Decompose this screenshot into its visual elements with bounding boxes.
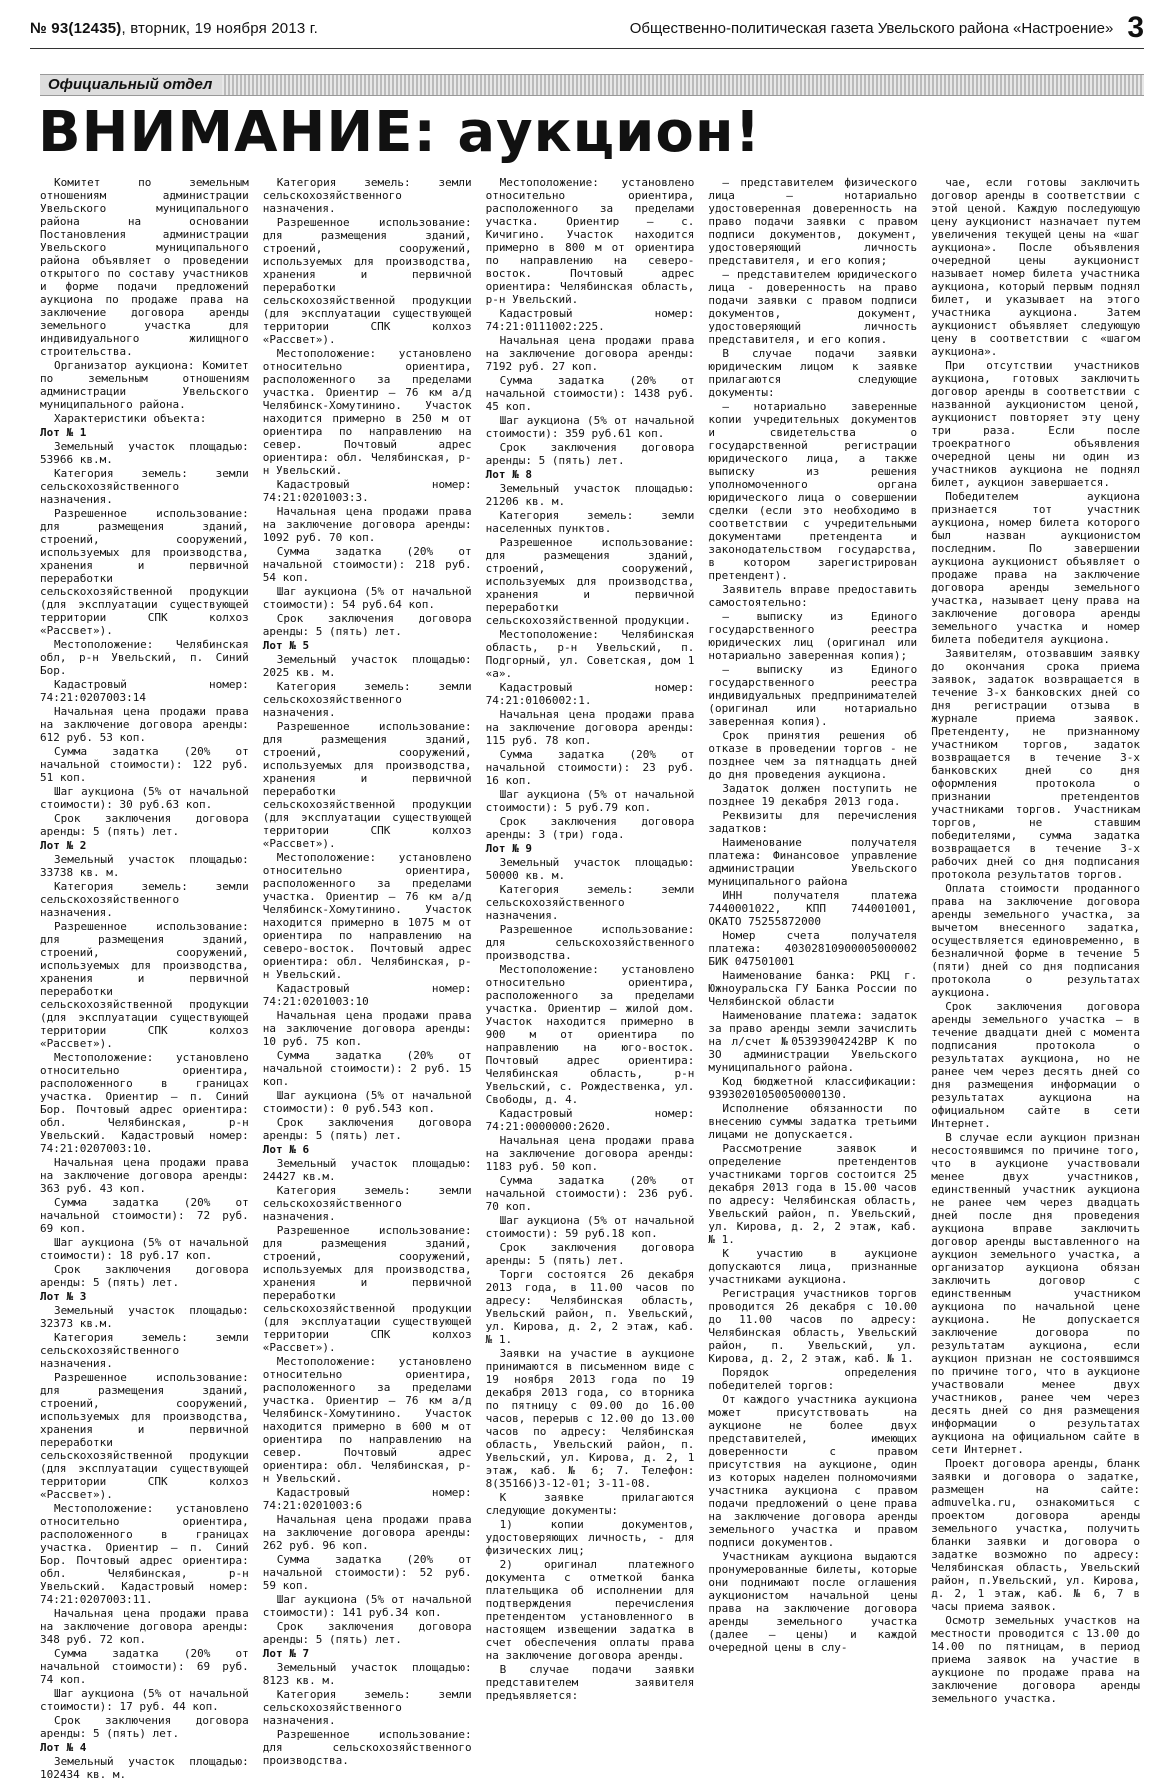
paragraph: Начальная цена продажи права на заключение договора аренды: 115 руб. 78 коп.: [485, 708, 695, 747]
paragraph: Сумма задатка (20% от начальной стоимости): 23 руб. 16 коп.: [485, 748, 695, 787]
paragraph: Категория земель: земли сельскохозяйственного назначения.: [40, 467, 249, 506]
paragraph: 1) копии документов, удостоверяющих личность, - для физических лиц;: [485, 1518, 695, 1557]
lot-heading: Лот № 5: [262, 639, 310, 652]
paragraph: – нотариально заверенные копии учредительных документов и свидетельства о государственной регистрации юридического лица, а также выписку из решения уполномоченного органа юридического лица о совершении сделки (если это необходимо в соответствии с учредительными документами претендента и законодательством государства, в котором зарегистрирован претендент).: [708, 400, 918, 582]
paragraph: Местоположение: установлено относительно ориентира, расположенного за пределами участка. Ориентир – 76 км а/д Челябинск-Хомутинино. Участок находится примерно в 600 м от ориентира по направлению на север. Почтовый адрес ориентира: обл. Челябинская, р-н Увельский.: [262, 1355, 472, 1485]
paragraph: Разрешенное использование: для размещения зданий, строений, сооружений, используемых для производства, хранения и первичной переработки сельскохозяйственной продукции (для эксплуатации существующей территории СПК колхоз «Рассвет»).: [40, 507, 249, 637]
page-number: 3: [1127, 11, 1144, 44]
paragraph: Местоположение: установлено относительно ориентира, расположенного за пределами участка. Ориентир – с. Кичигино. Участок находится примерно в 800 м от ориентира по направлению на северо-восток. Почтовый адрес ориентира: Челябинская область, р-н Увельский.: [485, 176, 695, 306]
paragraph: Земельный участок площадью: 33738 кв. м.: [40, 853, 249, 879]
paragraph: Начальная цена продажи права на заключение договора аренды: 262 руб. 96 коп.: [262, 1513, 472, 1552]
paragraph: Наименование банка: РКЦ г. Южноуральска ГУ Банка России по Челябинской области: [708, 969, 918, 1008]
paragraph: Категория земель: земли сельскохозяйственного назначения.: [40, 1331, 249, 1370]
paragraph: Разрешенное использование: для размещения зданий, строений, сооружений, используемых для производства, хранения и первичной переработки сельскохозяйственной продукции (для эксплуатации существующей территории СПК колхоз «Рассвет»).: [40, 1371, 249, 1501]
paragraph: В случае подачи заявки юридическим лицом к заявке прилагаются следующие документы:: [708, 347, 918, 399]
headline: ВНИМАНИЕ: аукцион!: [38, 100, 762, 165]
paragraph: Срок заключения договора аренды: 5 (пять) лет.: [485, 441, 695, 467]
paragraph: Сумма задатка (20% от начальной стоимости): 72 руб. 69 коп.: [40, 1196, 249, 1235]
paragraph: ИНН получателя платежа 7440001022, КПП 744001001, ОКАТО 75255872000: [708, 889, 918, 928]
paragraph: Разрешенное использование: для размещения зданий, строений, сооружений, используемых для производства, хранения и первичной переработки сельскохозяйственной продукции (для эксплуатации существующей территории СПК колхоз «Рассвет»).: [262, 720, 472, 850]
section-title: Официальный отдел: [40, 75, 222, 95]
paragraph: – выписку из Единого государственного реестра юридических лиц (оригинал или нотариально заверенная копия);: [708, 610, 918, 662]
column-3: [485, 176, 695, 1702]
paragraph: Регистрация участников торгов проводится 26 декабря с 10.00 до 11.00 часов по адресу: Челябинская область, Увельский район, п. Увельский, ул. Кирова, д. 2, 2 этаж, каб. № 1.: [708, 1287, 918, 1365]
paragraph: – представителем юридического лица - доверенность на право подачи заявки с правом подписи документов, документ, удостоверяющий личность представителя, и его копия.: [708, 268, 918, 346]
paragraph: Проект договора аренды, бланк заявки и договора о задатке, размещен на сайте: admuvelka.ru, ознакомиться с проектом договора аренды земельного участка, получить бланки заявки и договора о задатке возможно по адресу: Челябинская область, Увельский район, п.Увельский, ул. Кирова, д. 2, 1 этаж, каб. № 6, 7 в часы приема заявок.: [931, 1457, 1140, 1613]
paragraph: Реквизиты для перечисления задатков:: [708, 809, 918, 835]
paragraph: Разрешенное использование: для сельскохозяйственного производства.: [262, 1728, 472, 1767]
paragraph: Заявки на участие в аукционе принимаются в письменном виде с 19 ноября 2013 года по 19 декабря 2013 года, со вторника по пятницу с 09.00 до 16.00 часов, перерыв с 12.00 до 13.00 часов по адресу: Челябинская область, Увельский район, п. Увельский, ул. Кирова, д. 2, 1 этаж, каб. № 6; 7. Телефон: 8(35166)3-12-01; 3-11-08.: [485, 1347, 695, 1490]
paragraph: Исполнение обязанности по внесению суммы задатка третьими лицами не допускается.: [708, 1102, 918, 1141]
paragraph: Срок заключения договора аренды: 5 (пять) лет.: [40, 1714, 249, 1740]
page-header: [30, 10, 1144, 46]
newspaper-title: Общественно-политическая газета Увельского района «Настроение»: [629, 19, 1114, 37]
paragraph: Разрешенное использование: для размещения зданий, строений, сооружений, используемых для производства, хранения и первичной переработки сельскохозяйственной продукции (для эксплуатации существующей территории СПК колхоз «Рассвет»).: [262, 1224, 472, 1354]
paragraph: К заявке прилагаются следующие документы:: [485, 1491, 695, 1517]
paragraph: Срок заключения договора аренды: 3 (три) года.: [485, 815, 695, 841]
paragraph: Срок заключения договора аренды: 5 (пять) лет.: [262, 1116, 472, 1142]
issue-number: № 93(12435): [30, 19, 122, 37]
paragraph: Земельный участок площадью: 21206 кв. м.: [485, 482, 695, 508]
paragraph: Задаток должен поступить не позднее 19 декабря 2013 года.: [708, 782, 918, 808]
paragraph: Местоположение: установлено относительно ориентира, расположенного в границах участка. Ориентир – п. Синий Бор. Почтовый адрес ориентира: обл. Челябинская, р-н Увельский. Кадастровый номер: 74:21:0207003:10.: [40, 1051, 249, 1155]
paragraph: Местоположение: установлено относительно ориентира, расположенного за пределами участка. Ориентир – 76 км а/д Челябинск-Хомутинино. Участок находится примерно в 250 м от ориентира по направлению на север. Почтовый адрес ориентира: обл. Челябинская, р-н Увельский.: [262, 347, 472, 477]
paragraph: К участию в аукционе допускаются лица, признанные участниками аукциона.: [708, 1247, 918, 1286]
paragraph: Шаг аукциона (5% от начальной стоимости): 5 руб.79 коп.: [485, 788, 695, 814]
paragraph: Сумма задатка (20% от начальной стоимости): 52 руб. 59 коп.: [262, 1553, 472, 1592]
lot-heading: Лот № 6: [262, 1143, 310, 1156]
paragraph: В случае если аукцион признан несостоявшимся по причине того, что в аукционе участвовали менее двух участников, единственный участник аукциона не ранее чем через двадцать дней после дня проведения аукциона вправе заключить договор аренды выставленного на аукцион земельного участка, а организатор аукциона обязан заключить договор с единственным участником аукциона по начальной цене аукциона. Не допускается заключение договора по результатам аукциона, если аукцион признан не состоявшимся по причине того, что в аукционе участвовали менее двух участников, ранее чем через десять дней со дня размещения информации о результатах аукциона на официальном сайте в сети Интернет.: [931, 1131, 1140, 1456]
paragraph: Шаг аукциона (5% от начальной стоимости): 59 руб.18 коп.: [485, 1214, 695, 1240]
paragraph: Комитет по земельным отношениям администрации Увельского муниципального района на основании Постановления администрации Увельского муниципального района объявляет о проведении открытого по составу участников и форме подачи предложений аукциона по продаже права на заключение договора аренды земельного участка для индивидуального жилищного строительства.: [40, 176, 249, 358]
paragraph: Сумма задатка (20% от начальной стоимости): 2 руб. 15 коп.: [262, 1049, 472, 1088]
lot-heading: Лот № 9: [485, 842, 532, 855]
paragraph: Категория земель: земли сельскохозяйственного назначения.: [262, 176, 472, 215]
paragraph: Сумма задатка (20% от начальной стоимости): 1438 руб. 45 коп.: [485, 374, 695, 413]
paragraph: Наименование платежа: задаток за право аренды земли зачислить на л/счет №05393904242ВР К по ЗО администрации Увельского муниципального района.: [708, 1009, 918, 1074]
paragraph: Земельный участок площадью: 53966 кв.м.: [40, 440, 249, 466]
paragraph: Категория земель: земли сельскохозяйственного назначения.: [40, 880, 249, 919]
paragraph: Срок заключения договора аренды: 5 (пять) лет.: [262, 1620, 472, 1646]
paragraph: Земельный участок площадью: 2025 кв. м.: [262, 653, 472, 679]
paragraph: Победителем аукциона признается тот участник аукциона, номер билета которого был назван аукционистом последним. По завершении аукциона аукционист объявляет о продаже права на заключение договора аренды земельного участка, называет цену права на заключение договора аренды земельного участка и номер билета победителя аукциона.: [931, 490, 1140, 646]
paragraph: Разрешенное использование: для размещения зданий, строений, сооружений, используемых для производства, хранения и первичной переработки сельскохозяйственной продукции.: [485, 536, 695, 627]
paragraph: Местоположение: Челябинская обл, р-н Увельский, п. Синий Бор.: [40, 638, 249, 677]
paragraph: Начальная цена продажи права на заключение договора аренды: 10 руб. 75 коп.: [262, 1009, 472, 1048]
issue-info: [30, 20, 318, 37]
paragraph: Порядок определения победителей торгов:: [708, 1366, 918, 1392]
paragraph: От каждого участника аукциона может присутствовать на аукционе не более двух представителей, имеющих доверенности с правом присутствия на аукционе, один из которых наделен полномочиями участника аукциона с правом подачи предложений о цене права на заключение договора аренды земельного участка и правом подписи документов.: [708, 1393, 918, 1549]
paragraph: Срок заключения договора аренды: 5 (пять) лет.: [485, 1241, 695, 1267]
column-1: [40, 176, 249, 1781]
paragraph: чае, если готовы заключить договор аренды в соответствии с этой ценой. Каждую последующую цену аукционист назначает путем увеличения текущей цены на «шаг аукциона». После объявления очередной цены аукционист называет номер билета участника аукциона, который первым поднял билет, и указывает на этого участника аукциона. Затем аукционист объявляет следующую цену в соответствии с «шагом аукциона».: [931, 176, 1140, 358]
paragraph: Земельный участок площадью: 24427 кв.м.: [262, 1157, 472, 1183]
paragraph: Кадастровый номер: 74:21:0201003:3.: [262, 478, 472, 504]
paragraph: Заявитель вправе предоставить самостоятельно:: [708, 583, 918, 609]
lot-heading: Лот № 7: [262, 1647, 310, 1660]
paragraph: Начальная цена продажи права на заключение договора аренды: 1183 руб. 50 коп.: [485, 1134, 695, 1173]
column-4: [708, 176, 918, 1654]
column-5: [931, 176, 1140, 1705]
paragraph: Местоположение: установлено относительно ориентира, расположенного за пределами участка. Ориентир – 76 км а/д Челябинск-Хомутинино. Участок находится примерно в 1075 м от ориентира по направлению на северо-восток. Почтовый адрес ориентира: обл. Челябинская, р-н Увельский.: [262, 851, 472, 981]
lot-heading: Лот № 4: [40, 1741, 87, 1754]
paragraph: Кадастровый номер: 74:21:0106002:1.: [485, 681, 695, 707]
paragraph: Кадастровый номер: 74:21:0000000:2620.: [485, 1107, 695, 1133]
paragraph: Номер счета получателя платежа: 40302810900005000002 БИК 047501001: [708, 929, 918, 968]
paragraph: Шаг аукциона (5% от начальной стоимости): 17 руб. 44 коп.: [40, 1687, 249, 1713]
paragraph: Кадастровый номер: 74:21:0111002:225.: [485, 307, 695, 333]
paragraph: Шаг аукциона (5% от начальной стоимости): 30 руб.63 коп.: [40, 785, 249, 811]
paragraph: Местоположение: установлено относительно ориентира, расположенного за пределами участка. Ориентир – жилой дом. Участок находится примерно в 900 м от ориентира по направлению на юго-восток. Почтовый адрес ориентира: Челябинская область, р-н Увельский, с. Рождественка, ул. Свободы, д. 4.: [485, 963, 695, 1106]
paragraph: Рассмотрение заявок и определение претендентов участниками торгов состоится 25 декабря 2013 года в 15.00 часов по адресу: Челябинская область, Увельский район, п. Увельский, ул. Кирова, д. 2, 2 этаж, каб. № 1.: [708, 1142, 918, 1246]
paragraph: Разрешенное использование: для размещения зданий, строений, сооружений, используемых для производства, хранения и первичной переработки сельскохозяйственной продукции (для эксплуатации существующей территории СПК колхоз «Рассвет»).: [40, 920, 249, 1050]
paragraph: Код бюджетной классификации: 93930201050050000130.: [708, 1075, 918, 1101]
paragraph: Срок принятия решения об отказе в проведении торгов - не позднее чем за пятнадцать дней до дня проведения аукциона.: [708, 729, 918, 781]
paragraph: Срок заключения договора аренды земельного участка – в течение двадцати дней с момента подписания протокола о результатах аукциона, но не ранее чем через десять дней со дня размещения информации о результатах аукциона на официальном сайте в сети Интернет.: [931, 1000, 1140, 1130]
paragraph: Сумма задатка (20% от начальной стоимости): 218 руб. 54 коп.: [262, 545, 472, 584]
paragraph: При отсутствии участников аукциона, готовых заключить договор аренды в соответствии с названной аукционистом ценой, аукционист повторяет эту цену три раза. Если после троекратного объявления очередной цены ни один из участников аукциона не поднял билет, аукцион завершается.: [931, 359, 1140, 489]
issue-date: , вторник, 19 ноября 2013 г.: [121, 19, 319, 37]
paragraph: Категория земель: земли сельскохозяйственного назначения.: [262, 1688, 472, 1727]
paragraph: Шаг аукциона (5% от начальной стоимости): 54 руб.64 коп.: [262, 585, 472, 611]
paragraph: Начальная цена продажи права на заключение договора аренды: 7192 руб. 27 коп.: [485, 334, 695, 373]
lot-heading: Лот № 3: [40, 1290, 87, 1303]
paragraph: Торги состоятся 26 декабря 2013 года, в 11.00 часов по адресу: Челябинская область, Увельский район, п. Увельский, ул. Кирова, д. 2, 2 этаж, каб. № 1.: [485, 1268, 695, 1346]
paragraph: Срок заключения договора аренды: 5 (пять) лет.: [40, 1263, 249, 1289]
paragraph: Кадастровый номер: 74:21:0207003:14: [40, 678, 249, 704]
paragraph: Наименование получателя платежа: Финансовое управление администрации Увельского муниципального района: [708, 836, 918, 888]
paragraph: Оплата стоимости проданного права на заключение договора аренды земельного участка, за вычетом внесенного задатка, осуществляется единовременно, в безналичной форме в течение 5 (пяти) дней со дня подписания протокола о результатах аукциона.: [931, 882, 1140, 999]
paragraph: Характеристики объекта:: [54, 412, 207, 425]
paragraph: Земельный участок площадью: 50000 кв. м.: [485, 856, 695, 882]
paragraph: Категория земель: земли сельскохозяйственного назначения.: [262, 1184, 472, 1223]
paragraph: Разрешенное использование: для сельскохозяйственного производства.: [485, 923, 695, 962]
paragraph: Начальная цена продажи права на заключение договора аренды: 363 руб. 43 коп.: [40, 1156, 249, 1195]
paragraph: Осмотр земельных участков на местности проводится с 13.00 до 14.00 по пятницам, в период приема заявок на участие в аукционе по продаже права на заключение договора аренды земельного участка.: [931, 1614, 1140, 1705]
paragraph: В случае подачи заявки представителем заявителя предъявляется:: [485, 1663, 695, 1702]
paragraph: Земельный участок площадью: 8123 кв. м.: [262, 1661, 472, 1687]
paragraph: Срок заключения договора аренды: 5 (пять) лет.: [40, 812, 249, 838]
paragraph: Срок заключения договора аренды: 5 (пять) лет.: [262, 612, 472, 638]
paragraph: – представителем физического лица – нотариально удостоверенная доверенность на право подачи заявки с правом подписи документов, документ, удостоверяющий личность представителя, и его копия;: [708, 176, 918, 267]
paragraph: Земельный участок площадью: 102434 кв. м.: [40, 1755, 249, 1781]
paragraph: Сумма задатка (20% от начальной стоимости): 69 руб. 74 коп.: [40, 1647, 249, 1686]
section-band: [40, 74, 1144, 96]
lot-heading: Лот № 8: [485, 468, 532, 481]
paragraph: Шаг аукциона (5% от начальной стоимости): 141 руб.34 коп.: [262, 1593, 472, 1619]
lot-heading: Лот № 1: [40, 426, 87, 439]
paragraph: Начальная цена продажи права на заключение договора аренды: 612 руб. 53 коп.: [40, 705, 249, 744]
paragraph: Кадастровый номер: 74:21:0201003:10: [262, 982, 472, 1008]
paragraph: Участникам аукциона выдаются пронумерованные билеты, которые они поднимают после оглашения аукционистом начальной цены права на заключение договора аренды земельного участка (далее – цены) и каждой очередной цены в слу-: [708, 1550, 918, 1654]
paragraph: Шаг аукциона (5% от начальной стоимости): 359 руб.61 коп.: [485, 414, 695, 440]
header-right: [630, 11, 1144, 45]
paragraph: Категория земель: земли населенных пунктов.: [485, 509, 695, 535]
paragraph: Земельный участок площадью: 32373 кв.м.: [40, 1304, 249, 1330]
paragraph: Разрешенное использование: для размещения зданий, строений, сооружений, используемых для производства, хранения и первичной переработки сельскохозяйственной продукции (для эксплуатации существующей территории СПК колхоз «Рассвет»).: [262, 216, 472, 346]
paragraph: Кадастровый номер: 74:21:0201003:6: [262, 1486, 472, 1512]
paragraph: – выписку из Единого государственного реестра индивидуальных предпринимателей (оригинал или нотариально заверенная копия).: [708, 663, 918, 728]
paragraph: Шаг аукциона (5% от начальной стоимости): 18 руб.17 коп.: [40, 1236, 249, 1262]
paragraph: Категория земель: земли сельскохозяйственного назначения.: [262, 680, 472, 719]
paragraph: Начальная цена продажи права на заключение договора аренды: 1092 руб. 70 коп.: [262, 505, 472, 544]
paragraph: Сумма задатка (20% от начальной стоимости): 122 руб. 51 коп.: [40, 745, 249, 784]
paragraph: Сумма задатка (20% от начальной стоимости): 236 руб. 70 коп.: [485, 1174, 695, 1213]
paragraph: Начальная цена продажи права на заключение договора аренды: 348 руб. 72 коп.: [40, 1607, 249, 1646]
paragraph: Шаг аукциона (5% от начальной стоимости): 0 руб.543 коп.: [262, 1089, 472, 1115]
paragraph: 2) оригинал платежного документа с отметкой банка плательщика об исполнении для подтверждения перечисления претендентом установленного в настоящем извещении задатка в счет обеспечения оплаты права на заключение договора аренды.: [485, 1558, 695, 1662]
header-divider: [30, 48, 1144, 49]
paragraph: Категория земель: земли сельскохозяйственного назначения.: [485, 883, 695, 922]
paragraph: Организатор аукциона: Комитет по земельным отношениям администрации Увельского муниципального района.: [40, 359, 249, 411]
article-body: [40, 176, 1140, 1781]
lot-heading: Лот № 2: [40, 839, 87, 852]
column-2: [262, 176, 472, 1767]
paragraph: Местоположение: установлено относительно ориентира, расположенного в границах участка. Ориентир – п. Синий Бор. Почтовый адрес ориентира: обл. Челябинская, р-н Увельский. Кадастровый номер: 74:21:0207003:11.: [40, 1502, 249, 1606]
paragraph: Заявителям, отозвавшим заявку до окончания срока приема заявок, задаток возвращается в течение 3-х банковских дней со дня регистрации отзыва в журнале приема заявок. Претенденту, не признанному участником торгов, задаток возвращается в течение 3-х банковских дней со дня оформления протокола о признании претендентов участниками торгов. Участникам торгов, не ставшим победителями, сумма задатка возвращается в течение 3-х рабочих дней со дня подписания протокола результатов торгов.: [931, 647, 1140, 881]
paragraph: Местоположение: Челябинская область, р-н Увельский, п. Подгорный, ул. Советская, дом 1 «а».: [485, 628, 695, 680]
